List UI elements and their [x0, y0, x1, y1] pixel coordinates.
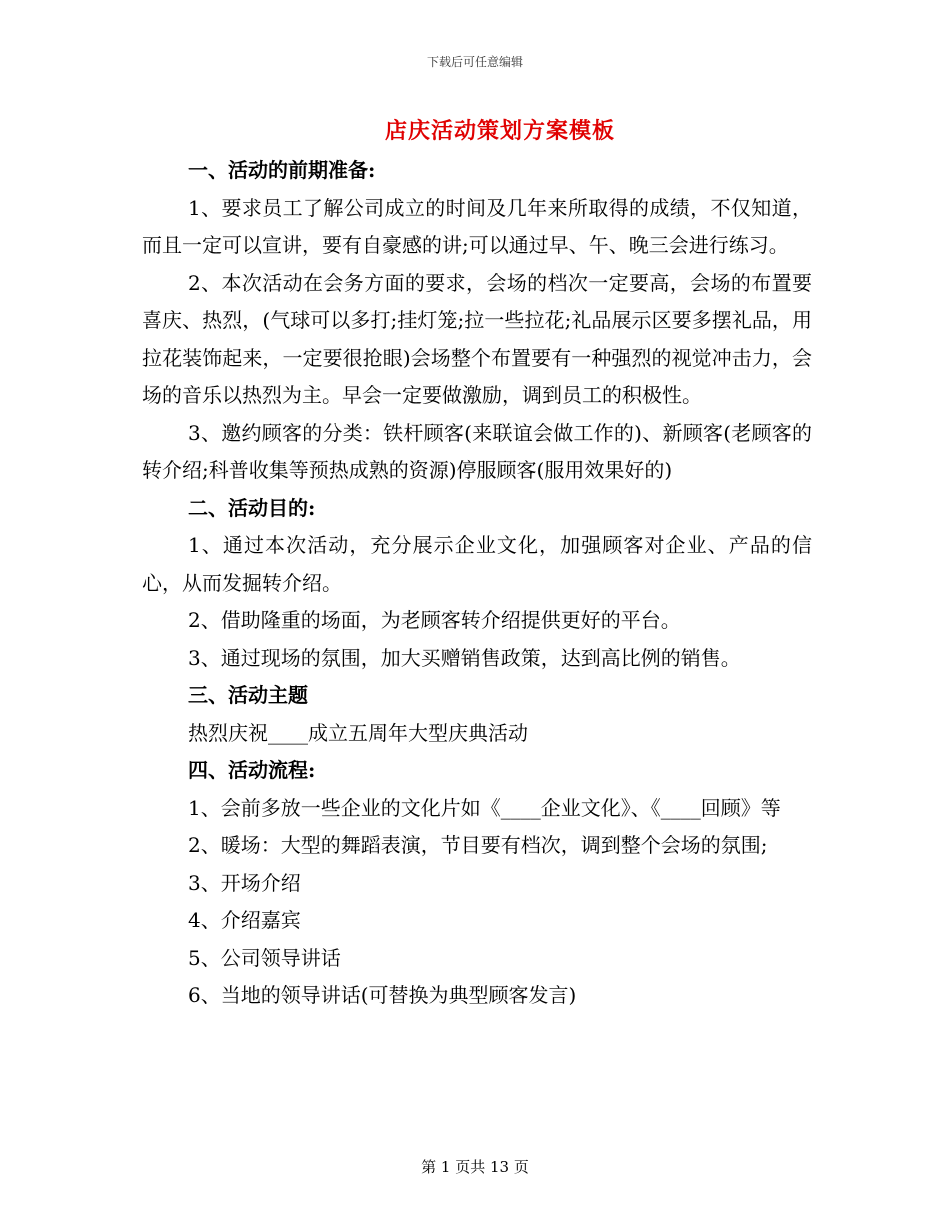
document-title: 店庆活动策划方案模板 — [384, 118, 615, 144]
page-number: 第 1 页共 13 页 — [421, 1158, 529, 1176]
section-heading-preparation: 一、活动的前期准备: — [188, 158, 376, 182]
paragraph: 3、邀约顾客的分类：铁杆顾客(来联谊会做工作的)、新顾客(老顾客的转介绍;科普收集等预热成熟的资源)停服顾客(服用效果好的) — [142, 420, 812, 482]
section-heading-process: 四、活动流程: — [188, 758, 316, 782]
paragraph: 2、暖场：大型的舞蹈表演，节目要有档次，调到整个会场的氛围; — [188, 833, 768, 857]
list-item: 4、介绍嘉宾 — [188, 908, 301, 932]
paragraph: 1、通过本次活动，充分展示企业文化，加强顾客对企业、产品的信心，从而发掘转介绍。 — [142, 533, 812, 595]
paragraph: 1、会前多放一些企业的文化片如《____企业文化》、《____回顾》等 — [188, 795, 781, 820]
section-heading-theme: 三、活动主题 — [188, 683, 308, 707]
section-heading-purpose: 二、活动目的: — [188, 495, 316, 520]
list-item: 3、开场介绍 — [188, 870, 301, 895]
list-item: 5、公司领导讲话 — [188, 945, 341, 970]
paragraph: 1、要求员工了解公司成立的时间及几年来所取得的成绩，不仅知道，而且一定可以宣讲，要有自豪感的讲;可以通过早、午、晚三会进行练习。 — [142, 195, 812, 257]
paragraph: 2、借助隆重的场面，为老顾客转介绍提供更好的平台。 — [188, 608, 681, 632]
list-item: 6、当地的领导讲话(可替换为典型顾客发言) — [188, 983, 577, 1007]
document-body — [142, 152, 812, 1015]
paragraph: 3、通过现场的氛围，加大买赠销售政策，达到高比例的销售。 — [188, 645, 741, 670]
paragraph: 热烈庆祝____成立五周年大型庆典活动 — [188, 720, 528, 745]
header-note: 下载后可任意编辑 — [426, 55, 523, 69]
paragraph: 2、本次活动在会务方面的要求，会场的档次一定要高，会场的布置要喜庆、热烈，(气球可以多打;挂灯笼;拉一些拉花;礼品展示区要多摆礼品，用拉花装饰起来，一定要很抢眼)会场整个布置要有一种强烈的视觉冲击力，会场的音乐以热烈为主。早会一定要做激励，调到员工的积极性。 — [142, 270, 812, 407]
